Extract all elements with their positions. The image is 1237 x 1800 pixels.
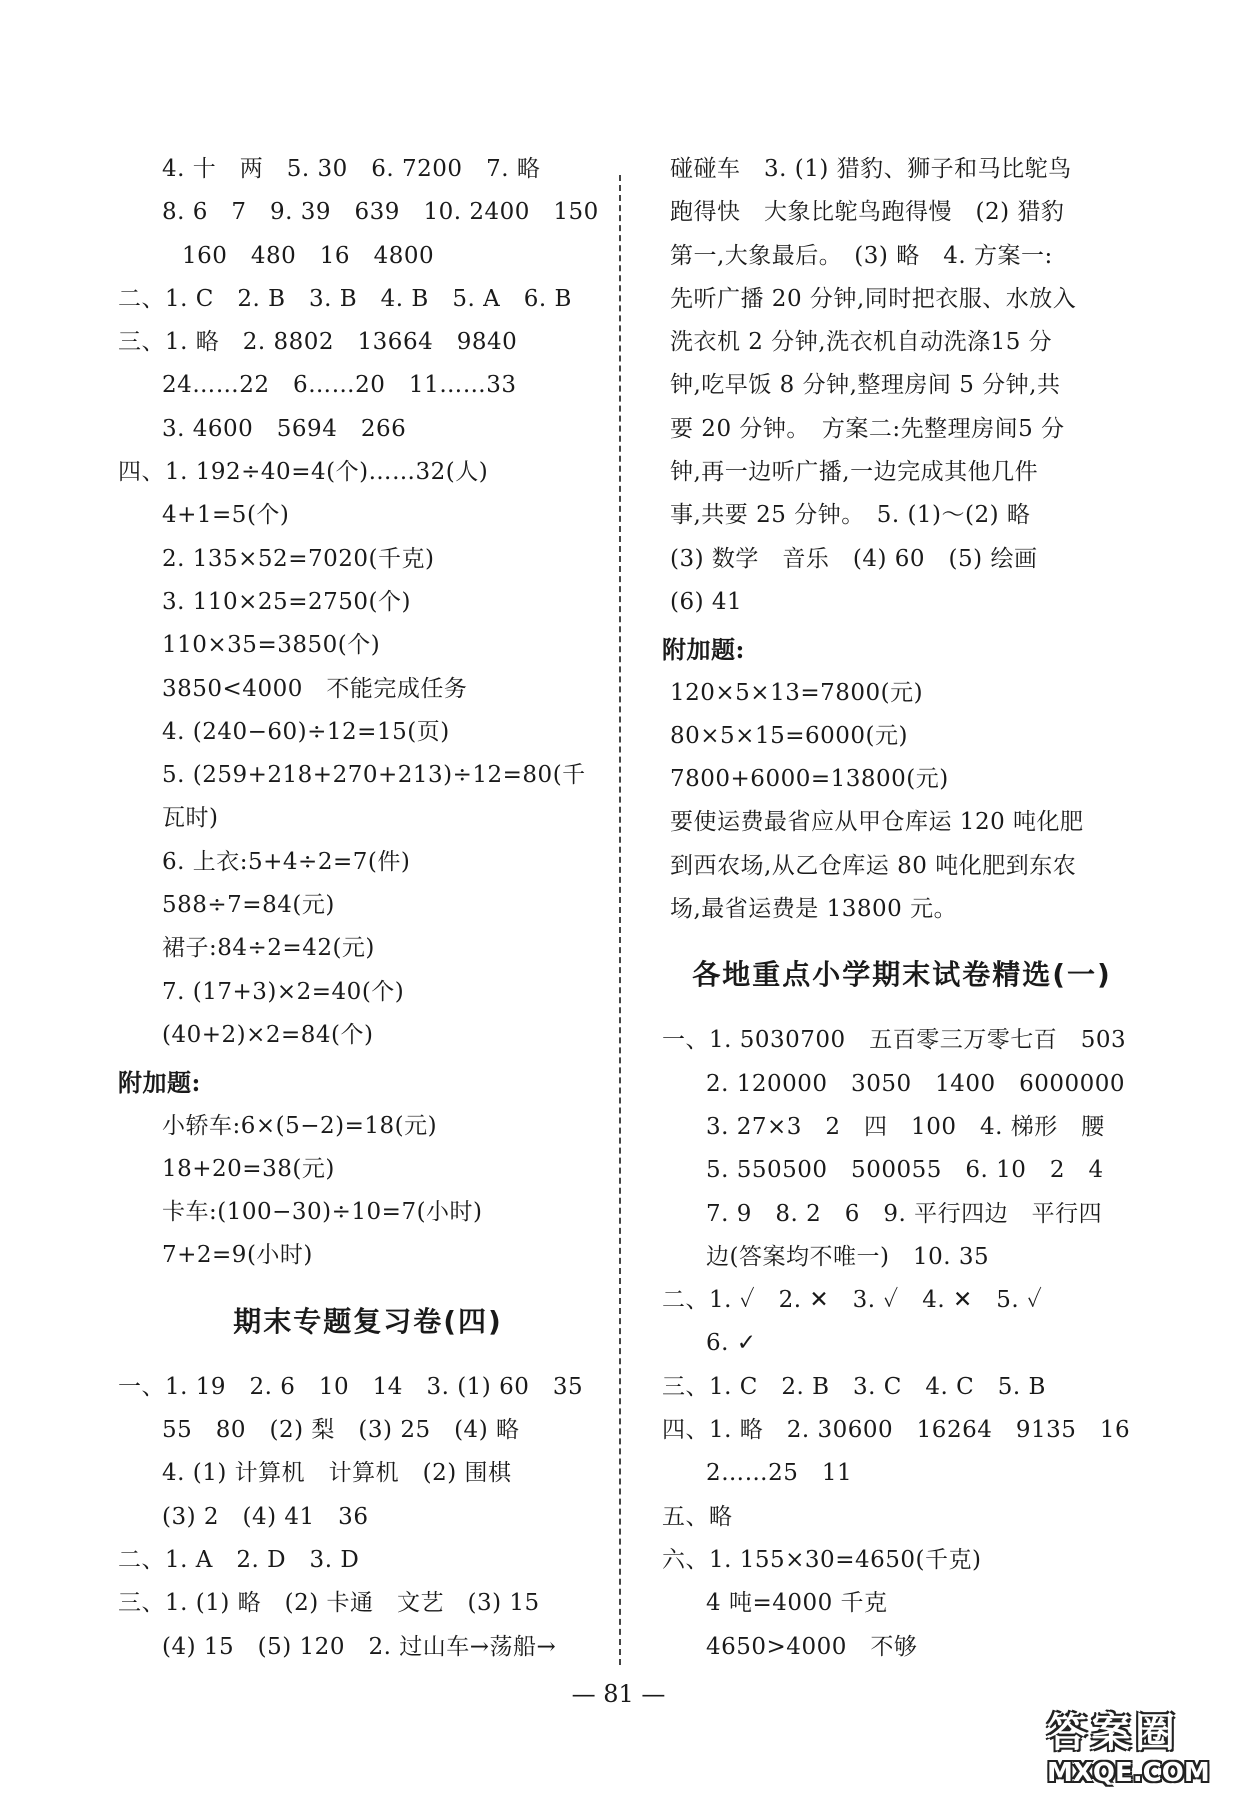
answer-line: 3. 110×25=2750(个) [162, 588, 411, 615]
answer-line: 7. 9 8. 2 6 9. 平行四边 平行四 [706, 1200, 1103, 1227]
answer-line: 第一,大象最后。 (3) 略 4. 方案一: [670, 242, 1053, 269]
answer-line: 一、1. 5030700 五百零三万零七百 503 [662, 1027, 1127, 1054]
answer-line: (4) 15 (5) 120 2. 过山车→荡船→ [162, 1633, 557, 1660]
answer-line: 3850<4000 不能完成任务 [162, 675, 468, 702]
section-title: 期末专题复习卷(四) [233, 1304, 503, 1338]
answer-line: 55 80 (2) 梨 (3) 25 (4) 略 [162, 1417, 520, 1444]
answer-line: 跑得快 大象比鸵鸟跑得慢 (2) 猎豹 [670, 199, 1065, 226]
answer-line: 钟,再一边听广播,一边完成其他几件 [670, 459, 1039, 486]
answer-line: 一、1. 19 2. 6 10 14 3. (1) 60 35 [118, 1373, 584, 1400]
answer-line: 24……22 6……20 11……33 [162, 372, 517, 399]
answer-line: 二、1. C 2. B 3. B 4. B 5. A 6. B [118, 285, 572, 312]
answer-line: 110×35=3850(个) [162, 632, 381, 659]
bonus-heading: 附加题: [662, 635, 745, 665]
answer-line: 三、1. (1) 略 (2) 卡通 文艺 (3) 15 [118, 1590, 540, 1617]
answer-line: 6. 上衣:5+4÷2=7(件) [162, 848, 411, 875]
answer-line: 4+1=5(个) [162, 502, 290, 529]
answer-line: 先听广播 20 分钟,同时把衣服、水放入 [670, 285, 1077, 312]
watermark-logo [1047, 1708, 1217, 1788]
answer-line: 120×5×13=7800(元) [670, 679, 924, 706]
answer-line: 4. (1) 计算机 计算机 (2) 围棋 [162, 1460, 512, 1487]
answer-line: 4. (240−60)÷12=15(页) [162, 718, 450, 745]
answer-line: 要使运费最省应从甲仓库运 120 吨化肥 [670, 809, 1084, 836]
answer-line: 18+20=38(元) [162, 1155, 335, 1182]
answer-line: 160 480 16 4800 [182, 242, 435, 269]
answer-line: (3) 2 (4) 41 36 [162, 1503, 369, 1530]
answer-line: 80×5×15=6000(元) [670, 722, 908, 749]
answer-line: 2……25 11 [706, 1460, 853, 1487]
answer-line: 四、1. 略 2. 30600 16264 9135 16 [662, 1417, 1131, 1444]
answer-line: 要 20 分钟。 方案二:先整理房间5 分 [670, 415, 1065, 442]
answer-line: 3. 27×3 2 四 100 4. 梯形 腰 [706, 1113, 1105, 1140]
watermark-text: 答案圈 [1047, 1710, 1179, 1756]
answer-line: 场,最省运费是 13800 元。 [670, 896, 958, 923]
watermark-url: MXQE.COM [1047, 1758, 1210, 1788]
answer-line: 二、1. A 2. D 3. D [118, 1546, 360, 1573]
answer-line: 洗衣机 2 分钟,洗衣机自动洗涤15 分 [670, 329, 1053, 356]
bonus-heading: 附加题: [118, 1068, 201, 1098]
answer-line: 三、1. 略 2. 8802 13664 9840 [118, 329, 518, 356]
answer-line: (6) 41 [670, 588, 743, 615]
answer-line: (40+2)×2=84(个) [162, 1021, 374, 1048]
answer-line: 三、1. C 2. B 3. C 4. C 5. B [662, 1373, 1046, 1400]
answer-line: 4 吨=4000 千克 [706, 1590, 888, 1617]
answer-line: 7800+6000=13800(元) [670, 766, 949, 793]
column-divider [619, 175, 621, 1665]
answer-line: 7+2=9(小时) [162, 1242, 313, 1269]
left-column [118, 148, 618, 1669]
answer-line: 卡车:(100−30)÷10=7(小时) [162, 1199, 483, 1226]
answer-line: 588÷7=84(元) [162, 892, 335, 919]
answer-line: 4650>4000 不够 [706, 1633, 918, 1660]
answer-line: 五、略 [662, 1503, 733, 1530]
answer-line: 事,共要 25 分钟。 5. (1)～(2) 略 [670, 502, 1031, 529]
answer-line: 7. (17+3)×2=40(个) [162, 978, 405, 1005]
answer-line: 8. 6 7 9. 39 639 10. 2400 150 [162, 199, 599, 226]
page-number: — 81 — [571, 1680, 666, 1708]
answer-line: 钟,吃早饭 8 分钟,整理房间 5 分钟,共 [670, 372, 1061, 399]
section-title: 各地重点小学期末试卷精选(一) [692, 958, 1112, 992]
answer-line: 到西农场,从乙仓库运 80 吨化肥到东农 [670, 852, 1077, 879]
right-column [662, 148, 1142, 1669]
answer-line: 裙子:84÷2=42(元) [162, 935, 375, 962]
answer-line: 六、1. 155×30=4650(千克) [662, 1546, 982, 1573]
answer-line: 四、1. 192÷40=4(个)……32(人) [118, 459, 489, 486]
answer-line: 6. ✓ [706, 1330, 757, 1357]
answer-line: 二、1. ✓ 2. ✕ 3. ✓ 4. ✕ 5. ✓ [662, 1287, 1043, 1314]
answer-line: 5. 550500 500055 6. 10 2 4 [706, 1157, 1104, 1184]
answer-line: 碰碰车 3. (1) 猎豹、狮子和马比鸵鸟 [670, 156, 1072, 182]
answer-line: 4. 十 两 5. 30 6. 7200 7. 略 [162, 156, 541, 182]
answer-line: 5. (259+218+270+213)÷12=80(千 [162, 762, 586, 789]
answer-line: 2. 120000 3050 1400 6000000 [706, 1070, 1126, 1097]
answer-line: 2. 135×52=7020(千克) [162, 545, 435, 572]
answer-line: 小轿车:6×(5−2)=18(元) [162, 1112, 438, 1139]
answer-line: 边(答案均不唯一) 10. 35 [706, 1243, 990, 1270]
answer-line: 3. 4600 5694 266 [162, 415, 407, 442]
answer-line: 瓦时) [162, 805, 219, 832]
answer-line: (3) 数学 音乐 (4) 60 (5) 绘画 [670, 545, 1038, 572]
